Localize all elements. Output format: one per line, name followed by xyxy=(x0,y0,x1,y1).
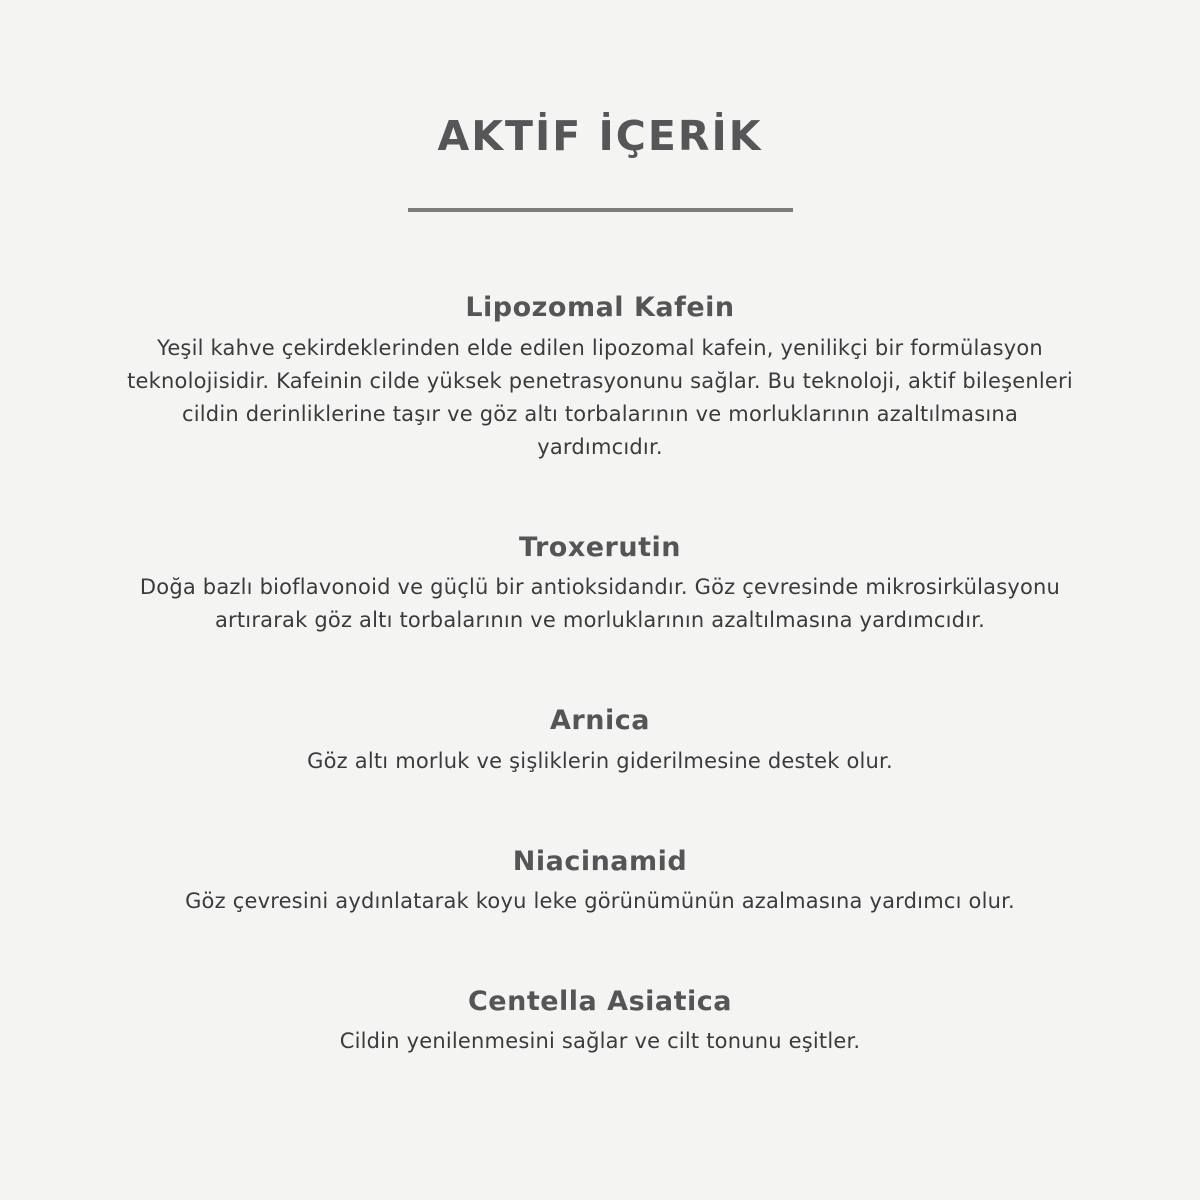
section-title: Centella Asiatica xyxy=(467,986,733,1018)
ingredient-sections xyxy=(0,212,1200,1058)
page-title: AKTİF İÇERİK xyxy=(437,112,763,160)
section-description: Yeşil kahve çekirdeklerinden elde edilen lipozomal kafein, yenilikçi bir formülasyon teknolojisidir. Kafeinin cilde yüksek penetrasyonunu sağlar. Bu teknoloji, aktif bileşenleri cildin derinliklerine taşır ve göz altı torbalarının ve morluklarının azaltılmasına yardımcıdır. xyxy=(127,335,1073,459)
section-lipozomal-kafein xyxy=(0,292,1200,463)
section-description: Göz altı morluk ve şişliklerin giderilmesine destek olur. xyxy=(307,748,893,773)
section-description: Cildin yenilenmesini sağlar ve cilt tonunu eşitler. xyxy=(339,1029,861,1054)
section-description: Göz çevresini aydınlatarak koyu leke görünümünün azalmasına yardımcı olur. xyxy=(185,889,1015,914)
section-arnica xyxy=(0,705,1200,777)
section-niacinamid xyxy=(0,846,1200,918)
section-title: Lipozomal Kafein xyxy=(465,292,735,324)
section-title: Arnica xyxy=(550,705,650,737)
section-title: Niacinamid xyxy=(512,845,688,877)
section-description: Doğa bazlı bioflavonoid ve güçlü bir antioksidandır. Göz çevresinde mikrosirkülasyonu artırarak göz altı torbalarının ve morluklarının azaltılmasına yardımcıdır. xyxy=(139,575,1061,633)
section-centella-asiatica xyxy=(0,986,1200,1058)
section-troxerutin xyxy=(0,532,1200,637)
section-title: Troxerutin xyxy=(519,531,681,563)
